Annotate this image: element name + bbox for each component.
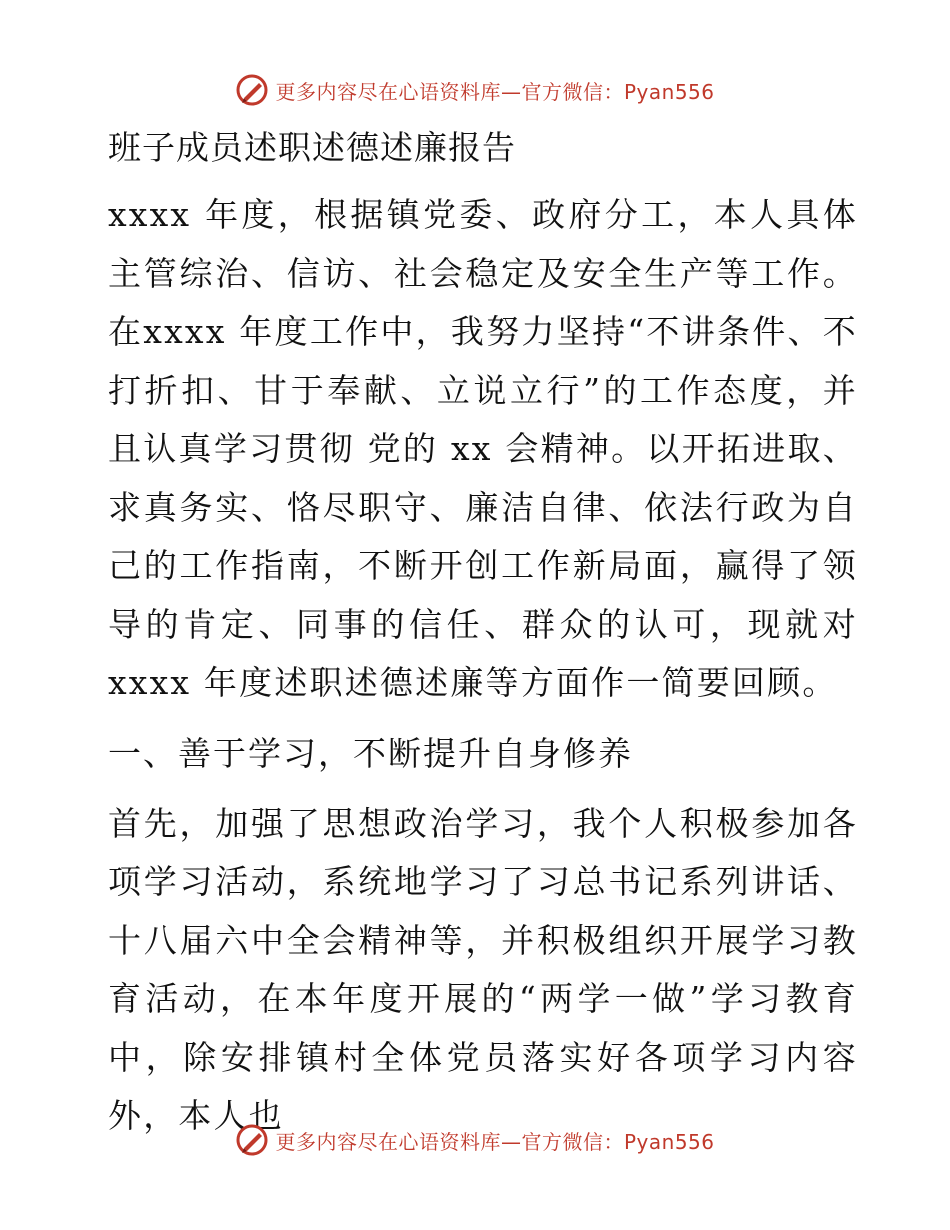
header-watermark: [0, 72, 950, 108]
document-body: [98, 120, 858, 1158]
section-heading-1: 一、善于学习，不断提升自身修养: [108, 733, 633, 773]
pen-logo-icon: [235, 73, 269, 107]
watermark-text: 更多内容尽在心语资料库—官方微信：Pyan556: [275, 79, 715, 104]
paragraph-intro: xxxx 年度，根据镇党委、政府分工，本人具体主管综治、信访、社会稳定及安全生产等工作。在xxxx 年度工作中，我努力坚持“不讲条件、不打折扣、甘于奉献、立说立行”的工作态度，并且认真学习贯彻 党的 xx 会精神。以开拓进取、求真务实、恪尽职守、廉洁自律、依法行政为自己的工作指南，不断开创工作新局面，赢得了领导的肯定、同事的信任、群众的认可，现就对 xxxx 年度述职述德述廉等方面作一简要回顾。: [108, 195, 858, 702]
paragraph-learning: 首先，加强了思想政治学习，我个人积极参加各项学习活动，系统地学习了习总书记系列讲话、十八届六中全会精神等，并积极组织开展学习教育活动，在本年度开展的“两学一做”学习教育中，除安排镇村全体党员落实好各项学习内容外，本人也: [108, 803, 858, 1135]
footer-watermark: [0, 1122, 950, 1158]
document-title: 班子成员述职述德述廉报告: [108, 128, 516, 167]
pen-logo-icon: [235, 1123, 269, 1157]
watermark-text: 更多内容尽在心语资料库—官方微信：Pyan556: [275, 1129, 715, 1154]
